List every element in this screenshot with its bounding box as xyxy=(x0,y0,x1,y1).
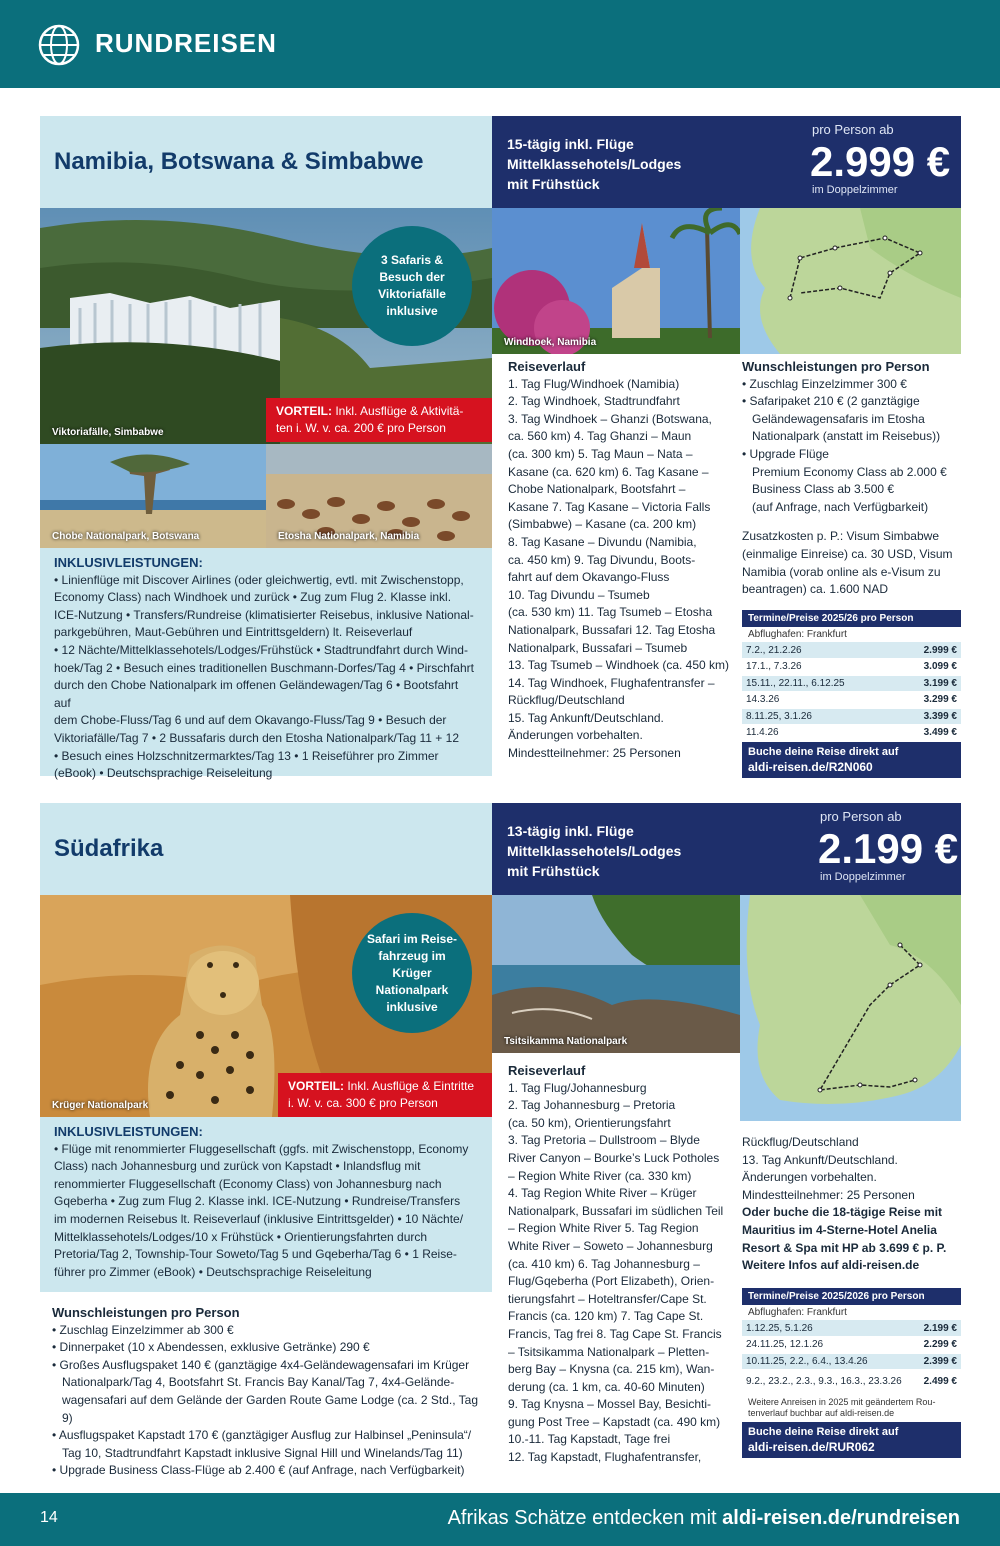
badge-line: inklusive xyxy=(386,999,438,1014)
caption-kruger: Krüger Nationalpark xyxy=(52,1100,149,1111)
booking-url[interactable]: aldi-reisen.de/RUR062 xyxy=(748,1440,875,1454)
map-south-africa-route xyxy=(740,895,961,1121)
itinerary-line: 10.-11. Tag Kapstadt, Tage frei xyxy=(508,1432,671,1447)
caption-tsitsikamma: Tsitsikamma Nationalpark xyxy=(504,1036,628,1047)
trip2-highlight-badge xyxy=(352,913,472,1033)
inclusion-line: Mittelklassehotels/Lodges/10 x Frühstück • Orientierungsfahrten durch xyxy=(54,1229,428,1244)
footer-slogan xyxy=(448,1507,960,1530)
optional-line: Business Class ab 3.500 € xyxy=(752,482,895,497)
section-title: RUNDREISEN xyxy=(95,28,277,58)
table-row xyxy=(742,725,961,742)
table-note: tenverlauf buchbar auf aldi-reisen.de xyxy=(748,1408,895,1418)
date-cell: 9.2., 23.2., 2.3., 9.3., 16.3., 23.3.26 xyxy=(742,1370,913,1394)
itinerary-line: Mindestteilnehmer: 25 Personen xyxy=(742,1187,915,1202)
extra-cost-line: (einmalige Einreise) ca. 30 USD, Visum xyxy=(742,546,953,561)
optional-line: (auf Anfrage, nach Verfügbarkeit) xyxy=(752,499,929,514)
trip1-room: im Doppelzimmer xyxy=(812,184,898,196)
trip1-feature: mit Frühstück xyxy=(507,176,600,192)
table-row xyxy=(742,1320,961,1337)
itinerary-line: 13. Tag Tsumeb – Windhoek (ca. 450 km) xyxy=(508,658,730,673)
table-note: Weitere Anreisen in 2025 mit geändertem Rou- xyxy=(748,1397,936,1407)
itinerary-line: Rückflug/Deutschland xyxy=(742,1135,859,1149)
inclusion-line: dem Chobe-Fluss/Tag 6 und auf dem Okavango-Fluss/Tag 9 • Besuch der xyxy=(54,713,447,728)
inclusion-line: • Flüge mit renommierter Fluggesellschaft (ggfs. mit Zwischenstopp, Economy xyxy=(54,1141,469,1156)
booking-text: Buche deine Reise direkt auf xyxy=(748,1426,899,1438)
itinerary-line: 14. Tag Windhoek, Flughafentransfer – xyxy=(508,675,715,690)
trip1-inclusions xyxy=(40,548,492,781)
trip2-feature: Mittelklassehotels/Lodges xyxy=(507,843,682,859)
trip1-optional-services xyxy=(742,358,962,599)
trip2-feature: mit Frühstück xyxy=(507,863,600,879)
inclusion-line: • Besuch eines Holzschnitzermarktes/Tag 13 • 1 Reiseführer pro Zimmer xyxy=(54,748,439,763)
photo-tsitsikamma xyxy=(492,895,740,1053)
inclusion-line: im modernen Reisebus lt. Reiseverlauf (inklusive Eintrittsgelder) • 10 Nächte/ xyxy=(54,1211,464,1226)
itinerary-line: – Tsitsikamma Nationalpark – Pletten- xyxy=(508,1344,710,1359)
mauritius-offer: Resort & Spa mit HP ab 3.699 € p. P. xyxy=(742,1240,947,1255)
photo-chobe xyxy=(40,444,266,548)
extra-cost-line: Namibia (vorab online als e-Visum zu xyxy=(742,564,941,579)
itinerary-line: 2. Tag Johannesburg – Pretoria xyxy=(508,1098,676,1113)
optional-line: • Upgrade Business Class-Flüge ab 2.400 € (auf Anfrage, nach Verfügbarkeit) xyxy=(52,1463,465,1478)
trip2-table-heading: Termine/Preise 2025/2026 pro Person xyxy=(742,1288,961,1305)
itinerary-line: gung Post Tree – Kapstadt (ca. 490 km) xyxy=(508,1414,721,1429)
badge-line: Besuch der xyxy=(379,270,445,284)
mauritius-offer: Mauritius im 4-Sterne-Hotel Anelia xyxy=(742,1222,937,1237)
itinerary-line: – Region White River (ca. 330 km) xyxy=(508,1168,692,1183)
page-number: 14 xyxy=(40,1509,58,1526)
itinerary-line: Nationalpark, Bussafari im südlichen Teil xyxy=(508,1203,724,1218)
inclusion-line: • Linienflüge mit Discover Airlines (oder gleichwertig, evtl. mit Zwischenstopp, xyxy=(54,572,464,587)
table-row xyxy=(742,659,961,676)
itinerary-line: 9. Tag Knysna – Mossel Bay, Besichti- xyxy=(508,1397,711,1412)
caption-chobe: Chobe Nationalpark, Botswana xyxy=(52,531,200,542)
date-cell: 14.3.26 xyxy=(742,692,913,709)
trip1-price: 2.999 € xyxy=(810,138,951,185)
itinerary-line: (ca. 530 km) 11. Tag Tsumeb – Etosha xyxy=(508,605,713,620)
table-row xyxy=(742,708,961,725)
mauritius-offer: Weitere Infos auf aldi-reisen.de xyxy=(742,1258,920,1273)
itinerary-line: Änderungen vorbehalten. xyxy=(508,728,643,743)
trip1-price-table xyxy=(742,610,961,778)
itinerary-line: Nationalpark, Bussafari – Tsumeb xyxy=(508,640,688,655)
advantage-text: Inkl. Ausflüge & Aktivitä- xyxy=(335,404,464,418)
optional-line: • Zuschlag Einzelzimmer ab 300 € xyxy=(52,1322,234,1337)
footer-bar xyxy=(0,1493,1000,1546)
itinerary-line: Kasane (ca. 620 km) 6. Tag Kasane – xyxy=(508,464,709,479)
date-cell: 24.11.25, 12.1.26 xyxy=(742,1337,913,1354)
table-row xyxy=(742,692,961,709)
extra-cost-line: Zusatzkosten p. P.: Visum Simbabwe xyxy=(742,529,939,544)
trip1-itinerary-heading: Reiseverlauf xyxy=(508,359,586,374)
trip2-per-person: pro Person ab xyxy=(820,809,902,824)
inclusion-line: (eBook) • Deutschsprachige Reiseleitung xyxy=(54,766,273,781)
optional-line: • Ausflugspaket Kapstadt 170 € (ganztägiger Ausflug zur Halbinsel „Peninsula“/ xyxy=(52,1428,472,1443)
badge-line: 3 Safaris & xyxy=(380,253,444,267)
optional-line: Premium Economy Class ab 2.000 € xyxy=(752,464,947,479)
trip1-optional-heading: Wunschleistungen pro Person xyxy=(742,359,930,374)
globe-icon xyxy=(38,24,80,66)
trip2-advantage-box xyxy=(278,1073,492,1117)
trip2-price: 2.199 € xyxy=(818,825,959,872)
slogan-link[interactable]: aldi-reisen.de/rundreisen xyxy=(722,1507,960,1529)
extra-cost-line: beantragen) ca. 1.600 NAD xyxy=(742,582,889,597)
inclusion-line: • 12 Nächte/Mittelklassehotels/Lodges/Frühstück • Stadtrundfahrt durch Wind- xyxy=(54,642,468,657)
trip2-room: im Doppelzimmer xyxy=(820,871,906,883)
trip2-price-box xyxy=(492,803,961,895)
badge-line: Safari im Reise- xyxy=(366,931,458,946)
inclusion-line: Viktoriafälle/Tag 7 • 2 Bussafaris durch den Etosha Nationalpark/Tag 11 + 12 xyxy=(54,730,459,745)
table-row xyxy=(742,1353,961,1370)
price-cell: 3.099 € xyxy=(913,659,961,676)
trip2-itinerary-continued xyxy=(742,1134,962,1275)
caption-etosha: Etosha Nationalpark, Namibia xyxy=(278,531,420,542)
caption-victoria-falls: Viktoriafälle, Simbabwe xyxy=(52,427,164,438)
inclusion-line: Economy Class) nach Windhoek und zurück • Zug zum Flug 2. Klasse inkl. xyxy=(54,590,452,605)
itinerary-line: Rückflug/Deutschland xyxy=(508,693,625,708)
map-namibia-route xyxy=(740,208,961,354)
trip2-title-bar xyxy=(40,803,492,895)
trip1-highlight-badge xyxy=(352,226,472,346)
optional-line: • Upgrade Flüge xyxy=(742,446,829,461)
date-cell: 7.2., 21.2.26 xyxy=(742,642,913,659)
date-cell: 8.11.25, 3.1.26 xyxy=(742,708,913,725)
itinerary-line: Francis, Tag frei 8. Tag Cape St. Francis xyxy=(508,1326,722,1341)
date-cell: 11.4.26 xyxy=(742,725,913,742)
photo-etosha xyxy=(266,444,492,548)
table-row xyxy=(742,642,961,659)
itinerary-line: fahrt auf dem Okavango-Fluss xyxy=(508,570,670,585)
trip1-booking-link[interactable] xyxy=(742,742,961,778)
trip2-title: Südafrika xyxy=(54,835,164,862)
itinerary-line: 1. Tag Flug/Johannesburg xyxy=(508,1080,647,1095)
date-cell: 17.1., 7.3.26 xyxy=(742,659,913,676)
optional-line: • Safaripaket 210 € (2 ganztägige xyxy=(742,394,920,409)
trip1-table-heading: Termine/Preise 2025/26 pro Person xyxy=(742,610,961,627)
itinerary-line: (Simbabwe) – Kasane (ca. 200 km) xyxy=(508,517,697,532)
optional-line: • Großes Ausflugspaket 140 € (ganztägige 4x4-Geländewagensafari im Krüger xyxy=(52,1357,470,1372)
price-cell: 2.499 € xyxy=(913,1370,961,1394)
optional-line: Nationalpark/Tag 4, Bootsfahrt St. Francis Bay Kanal/Tag 7, 4x4-Gelände- xyxy=(62,1375,455,1390)
trip2-inclusions-heading: INKLUSIVLEISTUNGEN: xyxy=(54,1124,203,1139)
date-cell: 10.11.25, 2.2., 6.4., 13.4.26 xyxy=(742,1353,913,1370)
itinerary-line: 3. Tag Windhoek – Ghanzi (Botswana, xyxy=(508,411,712,426)
itinerary-line: Flug/Gqeberha (Port Elizabeth), Orien- xyxy=(508,1274,715,1289)
trip2-departure: Abflughafen: Frankfurt xyxy=(742,1305,961,1320)
inclusion-line: Class) nach Johannesburg und zurück von Kapstadt • Inlandsflug mit xyxy=(54,1159,421,1174)
inclusion-line: führer pro Zimmer (eBook) • Deutschsprachige Reiseleitung xyxy=(54,1264,372,1279)
itinerary-line: 3. Tag Pretoria – Dullstroom – Blyde xyxy=(508,1133,700,1148)
price-cell: 3.399 € xyxy=(913,708,961,725)
booking-url[interactable]: aldi-reisen.de/R2N060 xyxy=(748,759,873,774)
itinerary-line: 13. Tag Ankunft/Deutschland. xyxy=(742,1152,898,1167)
badge-line: Viktoriafälle xyxy=(378,287,446,301)
advantage-label: VORTEIL: xyxy=(276,404,332,418)
booking-text: Buche deine Reise direkt auf xyxy=(748,745,899,758)
badge-line: Krüger Nationalpark xyxy=(375,965,449,997)
inclusion-line: Gqeberha • Zug zum Flug 2. Klasse inkl. ICE-Nutzung • Rundreise/Transfers xyxy=(54,1194,461,1209)
badge-line: inklusive xyxy=(386,304,438,318)
itinerary-line: Francis (ca. 120 km) 7. Tag Cape St. xyxy=(508,1309,704,1324)
trip2-optional-heading: Wunschleistungen pro Person xyxy=(52,1305,240,1320)
itinerary-line: – Region White River 5. Tag Region xyxy=(508,1221,699,1236)
table-row xyxy=(742,1370,961,1394)
price-cell: 2.299 € xyxy=(913,1337,961,1354)
price-cell: 3.499 € xyxy=(913,725,961,742)
optional-line: Tag 10, Stadtrundfahrt Kapstadt inklusive Signal Hill und Winelands/Tag 11) xyxy=(62,1445,463,1460)
trip1-inclusions-heading: INKLUSIVLEISTUNGEN: xyxy=(54,555,203,570)
itinerary-line: 15. Tag Ankunft/Deutschland. xyxy=(508,710,664,725)
trip2-price-table xyxy=(742,1288,961,1458)
header-bar xyxy=(0,0,1000,88)
optional-line: Nationalpark (anstatt im Reisebus)) xyxy=(752,429,941,444)
itinerary-line: derung (ca. 1 km, ca. 40-60 Minuten) xyxy=(508,1379,705,1394)
optional-line: • Dinnerpaket (10 x Abendessen, exklusive Getränke) 290 € xyxy=(52,1340,370,1355)
itinerary-line: White River – Soweto – Johannesburg xyxy=(508,1238,713,1253)
inclusion-line: durch den Chobe Nationalpark im offenen Geländewagen/Tag 6 • Bootsfahrt auf xyxy=(54,678,459,710)
itinerary-line: Änderungen vorbehalten. xyxy=(742,1170,877,1185)
table-row xyxy=(742,675,961,692)
mauritius-offer: Oder buche die 18-tägige Reise mit xyxy=(742,1205,943,1220)
trip1-feature: Mittelklassehotels/Lodges xyxy=(507,156,682,172)
itinerary-line: (ca. 50 km), Orientierungsfahrt xyxy=(508,1115,671,1130)
itinerary-line: Kasane 7. Tag Kasane – Victoria Falls xyxy=(508,499,711,514)
trip2-itinerary xyxy=(508,1062,736,1467)
trip2-itinerary-heading: Reiseverlauf xyxy=(508,1063,586,1078)
inclusion-line: ICE-Nutzung • Transfers/Rundreise (klimatisierter Reisebus, inklusive National- xyxy=(54,607,474,622)
advantage-label: VORTEIL: xyxy=(288,1079,344,1093)
trip2-booking-link[interactable] xyxy=(742,1422,961,1458)
table-row xyxy=(742,1337,961,1354)
itinerary-line: 4. Tag Region White River – Krüger xyxy=(508,1186,697,1201)
slogan-text: Afrikas Schätze entdecken mit xyxy=(447,1507,723,1529)
trip1-price-box xyxy=(492,116,961,208)
inclusion-line: renommierter Fluggesellschaft (Economy Class) von Johannesburg nach xyxy=(54,1176,442,1191)
photo-windhoek xyxy=(492,208,740,354)
inclusion-line: parkgebühren, Maut-Gebühren und Eintrittsgeldern) lt. Reiseverlauf xyxy=(54,625,413,640)
trip1-per-person: pro Person ab xyxy=(812,122,894,137)
itinerary-line: River Canyon – Bourke’s Luck Potholes xyxy=(508,1150,720,1165)
price-cell: 3.199 € xyxy=(913,675,961,692)
itinerary-line: 1. Tag Flug/Windhoek (Namibia) xyxy=(508,376,680,391)
itinerary-line: 10. Tag Divundu – Tsumeb xyxy=(508,587,650,602)
trip1-itinerary xyxy=(508,358,736,763)
trip1-departure: Abflughafen: Frankfurt xyxy=(742,627,961,642)
price-cell: 2.999 € xyxy=(913,642,961,659)
advantage-text: Inkl. Ausflüge & Eintritte xyxy=(347,1079,475,1093)
itinerary-line: Mindestteilnehmer: 25 Personen xyxy=(508,746,681,761)
optional-line: • Zuschlag Einzelzimmer 300 € xyxy=(742,376,907,391)
inclusion-line: hoek/Tag 2 • Besuch eines traditionellen Buschmann-Dorfes/Tag 4 • Pirschfahrt xyxy=(54,660,474,675)
advantage-text: i. W. v. ca. 300 € pro Person xyxy=(288,1096,438,1110)
caption-windhoek: Windhoek, Namibia xyxy=(504,337,597,348)
optional-line: Geländewagensafaris im Etosha xyxy=(752,411,925,426)
trip1-title: Namibia, Botswana & Simbabwe xyxy=(54,148,424,175)
date-cell: 15.11., 22.11., 6.12.25 xyxy=(742,675,913,692)
trip1-advantage-box xyxy=(266,398,492,442)
inclusion-line: Pretoria/Tag 2, Township-Tour Soweto/Tag 5 und Gqeberha/Tag 6 • 1 Reise- xyxy=(54,1247,457,1262)
itinerary-line: berg Bay – Knysna (ca. 215 km), Wan- xyxy=(508,1362,715,1377)
itinerary-line: (ca. 300 km) 5. Tag Maun – Nata – xyxy=(508,446,693,461)
itinerary-line: 2. Tag Windhoek, Stadtrundfahrt xyxy=(508,394,680,409)
price-cell: 3.299 € xyxy=(913,692,961,709)
badge-line: fahrzeug im xyxy=(378,948,446,963)
itinerary-line: 12. Tag Kapstadt, Flughafentransfer, xyxy=(508,1450,702,1465)
trip2-feature: 13-tägig inkl. Flüge xyxy=(507,823,634,839)
price-cell: 2.399 € xyxy=(913,1353,961,1370)
trip1-feature: 15-tägig inkl. Flüge xyxy=(507,136,634,152)
trip1-title-bar xyxy=(40,116,492,208)
itinerary-line: tierungsfahrt – Hoteltransfer/Cape St. xyxy=(508,1291,707,1306)
itinerary-line: ca. 560 km) 4. Tag Ghanzi – Maun xyxy=(508,429,692,444)
itinerary-line: Nationalpark, Bussafari 12. Tag Etosha xyxy=(508,622,716,637)
trip2-optional-services xyxy=(52,1304,492,1480)
itinerary-line: 8. Tag Kasane – Divundu (Namibia, xyxy=(508,534,697,549)
itinerary-line: (ca. 410 km) 6. Tag Johannesburg – xyxy=(508,1256,700,1271)
date-cell: 1.12.25, 5.1.26 xyxy=(742,1320,913,1337)
itinerary-line: Chobe Nationalpark, Bootsfahrt – xyxy=(508,482,686,497)
price-cell: 2.199 € xyxy=(913,1320,961,1337)
itinerary-line: ca. 450 km) 9. Tag Divundu, Boots- xyxy=(508,552,696,567)
advantage-text: ten i. W. v. ca. 200 € pro Person xyxy=(276,421,446,435)
optional-line: wagensafari auf dem Gelände der Garden Route Game Lodge (ca. 2 Std., Tag 9) xyxy=(62,1392,479,1425)
trip2-inclusions xyxy=(40,1117,492,1292)
